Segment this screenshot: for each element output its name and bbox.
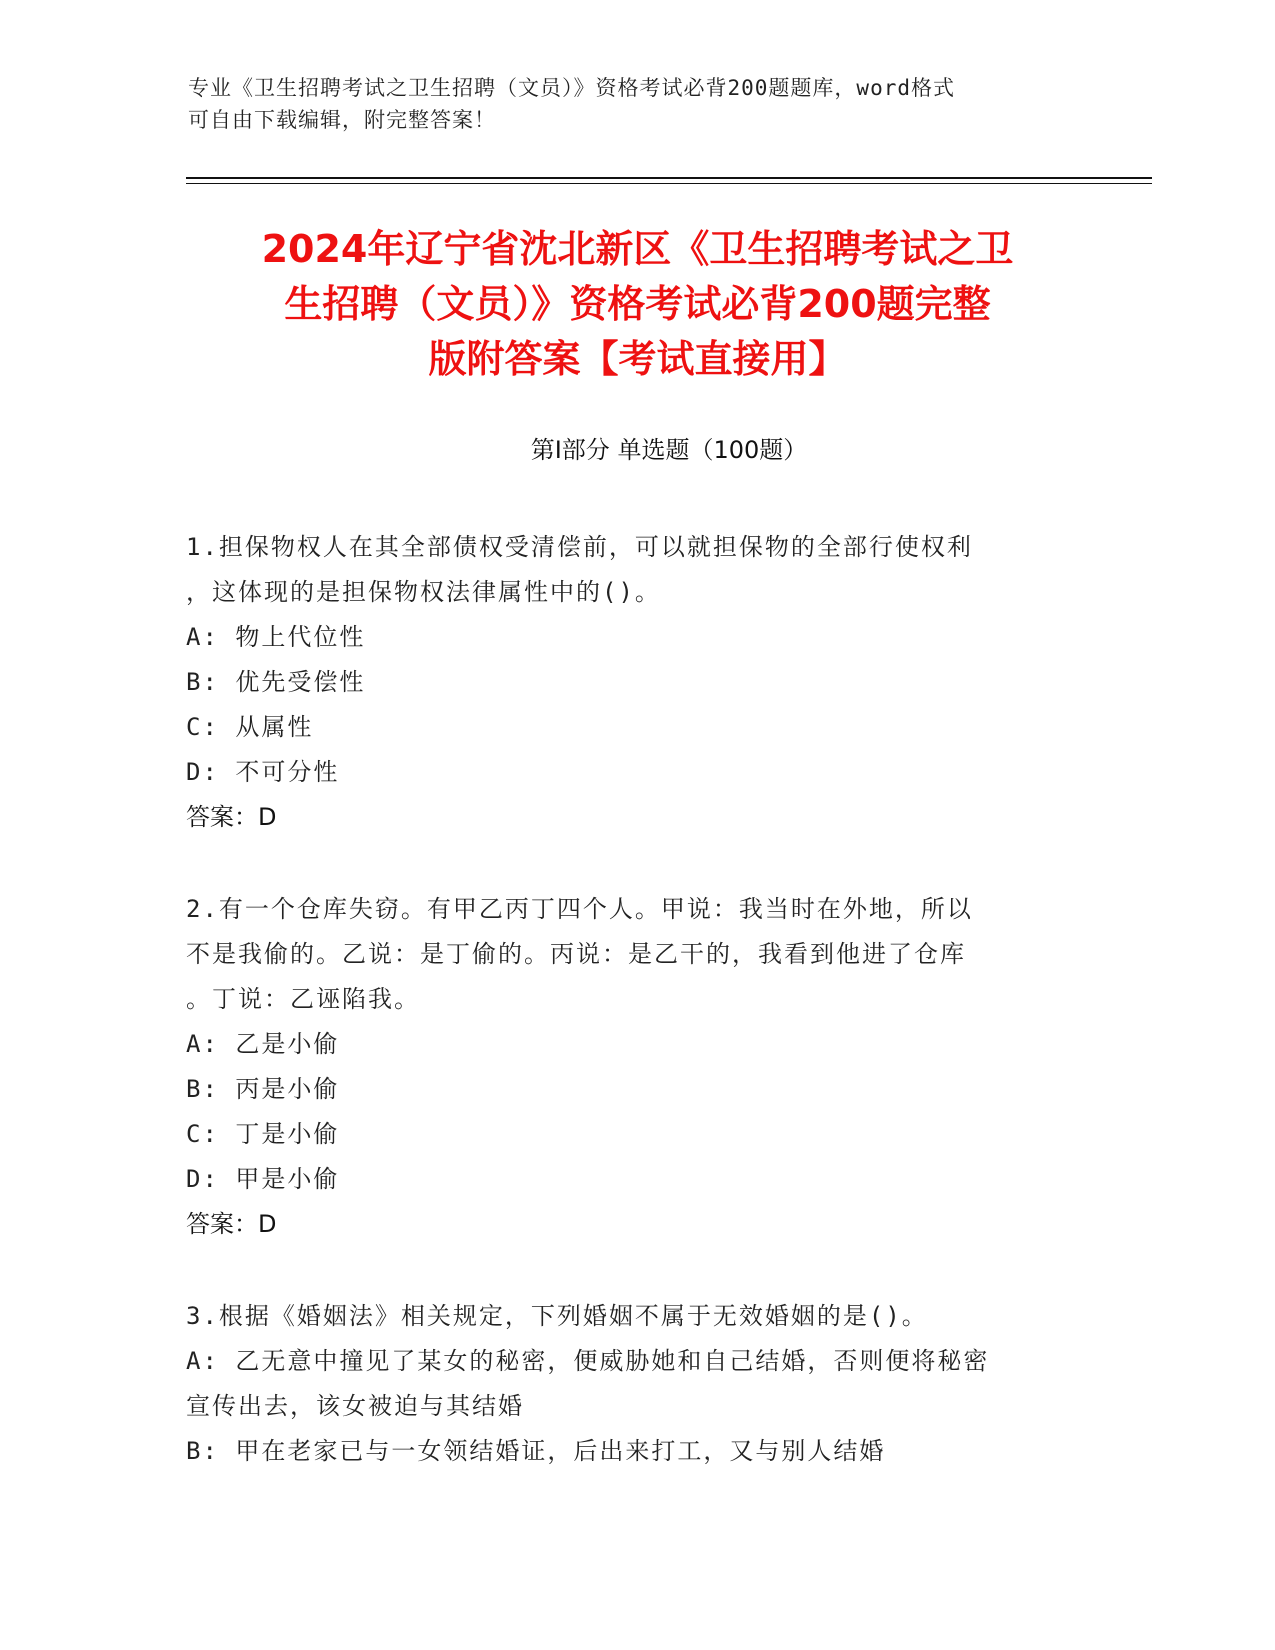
section-title: 第Ⅰ部分 单选题（100题）	[530, 436, 808, 464]
question-stem-line: 3.根据《婚姻法》相关规定，下列婚姻不属于无效婚姻的是()。	[186, 1302, 928, 1330]
header-rule-thin	[186, 183, 1152, 184]
header-note-line: 专业《卫生招聘考试之卫生招聘（文员）》资格考试必背200题题库，word格式	[188, 76, 955, 100]
title-line: 版附答案【考试直接用】	[428, 337, 847, 381]
question-stem-line: 1.担保物权人在其全部债权受清偿前，可以就担保物的全部行使权利	[186, 533, 973, 561]
answer-line: 答案：D	[186, 1210, 277, 1238]
option-a: A: 物上代位性	[186, 623, 366, 651]
question-1	[186, 525, 1086, 840]
option-d: D: 甲是小偷	[186, 1165, 340, 1193]
question-stem-line: 不是我偷的。乙说：是丁偷的。丙说：是乙干的，我看到他进了仓库	[186, 940, 966, 968]
option-c: C: 从属性	[186, 713, 314, 741]
option-a: A: 乙是小偷	[186, 1030, 340, 1058]
option-a: A: 乙无意中撞见了某女的秘密，便威胁她和自己结婚，否则便将秘密	[186, 1347, 990, 1375]
option-a-continued: 宣传出去，该女被迫与其结婚	[186, 1392, 524, 1420]
answer-line: 答案：D	[186, 803, 277, 831]
question-3	[186, 1294, 1086, 1474]
question-2	[186, 887, 1086, 1247]
title-line: 2024年辽宁省沈北新区《卫生招聘考试之卫	[261, 227, 1014, 271]
header-note	[188, 72, 1088, 136]
header-note-line: 可自由下载编辑，附完整答案！	[188, 108, 496, 132]
document-title	[160, 222, 1115, 387]
option-b: B: 甲在老家已与一女领结婚证，后出来打工，又与别人结婚	[186, 1437, 886, 1465]
question-list	[186, 525, 1086, 1521]
question-stem-line: 2.有一个仓库失窃。有甲乙丙丁四个人。甲说：我当时在外地，所以	[186, 895, 973, 923]
header-rule-thick	[186, 177, 1152, 179]
question-stem-line: ，这体现的是担保物权法律属性中的()。	[186, 578, 661, 606]
title-line: 生招聘（文员）》资格考试必背200题完整	[284, 282, 991, 326]
option-c: C: 丁是小偷	[186, 1120, 340, 1148]
option-d: D: 不可分性	[186, 758, 340, 786]
question-stem-line: 。丁说：乙诬陷我。	[186, 985, 420, 1013]
option-b: B: 优先受偿性	[186, 668, 366, 696]
option-b: B: 丙是小偷	[186, 1075, 340, 1103]
